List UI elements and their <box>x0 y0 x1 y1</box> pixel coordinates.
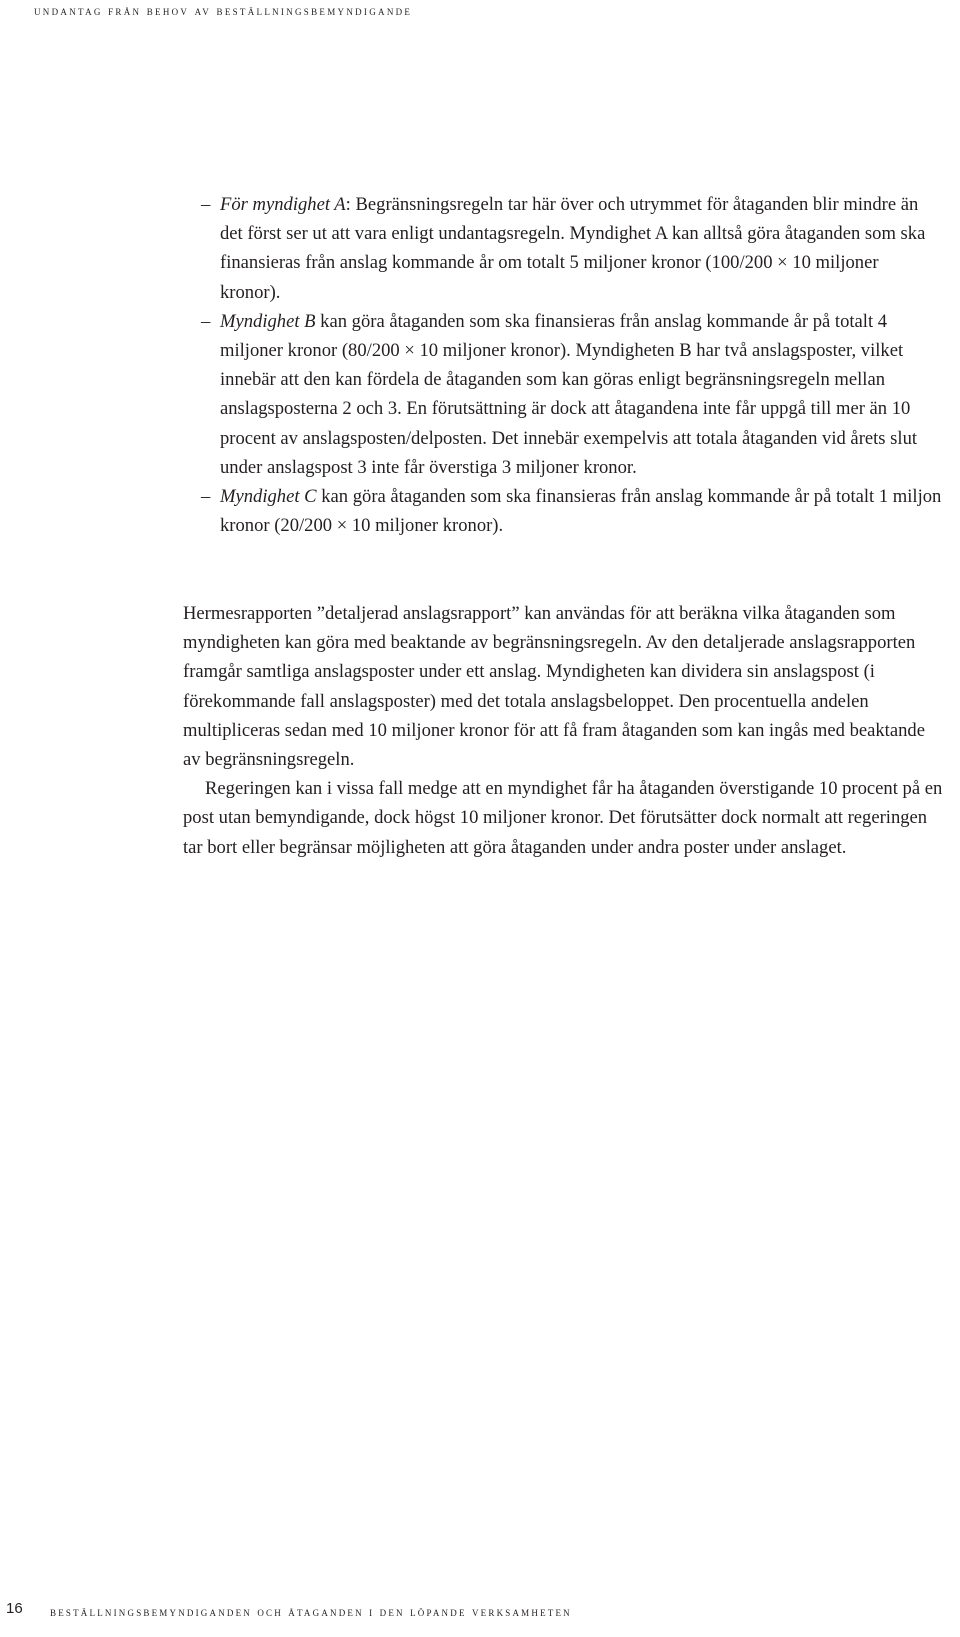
list-item <box>198 190 942 307</box>
bullet-text: kan göra åtaganden som ska finansieras från anslag kommande år på totalt 4 miljoner kronor (80/200 × 10 miljoner kronor). Myndigheten B har två anslagsposter, vilket innebär att den kan fördela de åtaganden som kan göras enligt begränsningsregeln mellan anslagsposterna 2 och 3. En förutsättning är dock att åtagandena inte får uppgå till mer än 10 procent av anslagsposten/delposten. Det innebär exempelvis att totala åtaganden vid årets slut under anslagspost 3 inte får överstiga 3 miljoner kronor. <box>220 310 918 478</box>
bullet-list <box>198 190 942 540</box>
bullet-lead: Myndighet C <box>220 486 317 508</box>
bullet-lead: För myndighet A <box>220 194 346 215</box>
list-dash: – <box>201 310 211 332</box>
running-foot: beställningsbemyndiganden och åtaganden i den löpande verksamheten <box>50 1605 572 1619</box>
bullet-text: : Begränsningsregeln tar här över och utrymmet för åtaganden blir mindre än det först ser ut att vara enligt undantagsregeln. Myndighet A kan alltså göra åtaganden som ska finansieras från anslag kommande år om totalt 5 miljoner kronor (100/200 × 10 miljoner kronor). <box>220 194 926 303</box>
list-dash: – <box>201 194 211 215</box>
page-number: 16 <box>6 1600 23 1617</box>
body-text <box>183 599 945 862</box>
list-item <box>198 307 942 482</box>
bullet-text: kan göra åtaganden som ska finansieras från anslag kommande år på totalt 1 miljon kronor (20/200 × 10 miljoner kronor). <box>220 486 942 537</box>
paragraph: Hermesrapporten ”detaljerad anslagsrapport” kan användas för att beräkna vilka åtaganden som myndigheten kan göra med beaktande av begränsningsregeln. Av den detaljerade anslagsrapporten framgår samtliga anslagsposter under ett anslag. Myndigheten kan dividera sin anslagspost (i förekommande fall anslagsposter) med det totala anslagsbeloppet. Den procentuella andelen multipliceras sedan med 10 miljoner kronor för att få fram åtaganden som kan ingås med beaktande av begränsningsregeln. <box>183 603 925 771</box>
paragraph: Regeringen kan i vissa fall medge att en myndighet får ha åtaganden överstigande 10 procent på en post utan bemyndigande, dock högst 10 miljoner kronor. Det förutsätter dock normalt att regeringen tar bort eller begränsar möjligheten att göra åtaganden under andra poster under anslaget. <box>183 778 943 858</box>
running-head: undantag från behov av beställningsbemyndigande <box>34 4 413 18</box>
bullet-lead: Myndighet B <box>220 310 316 332</box>
list-item <box>198 482 942 540</box>
list-dash: – <box>201 486 211 508</box>
